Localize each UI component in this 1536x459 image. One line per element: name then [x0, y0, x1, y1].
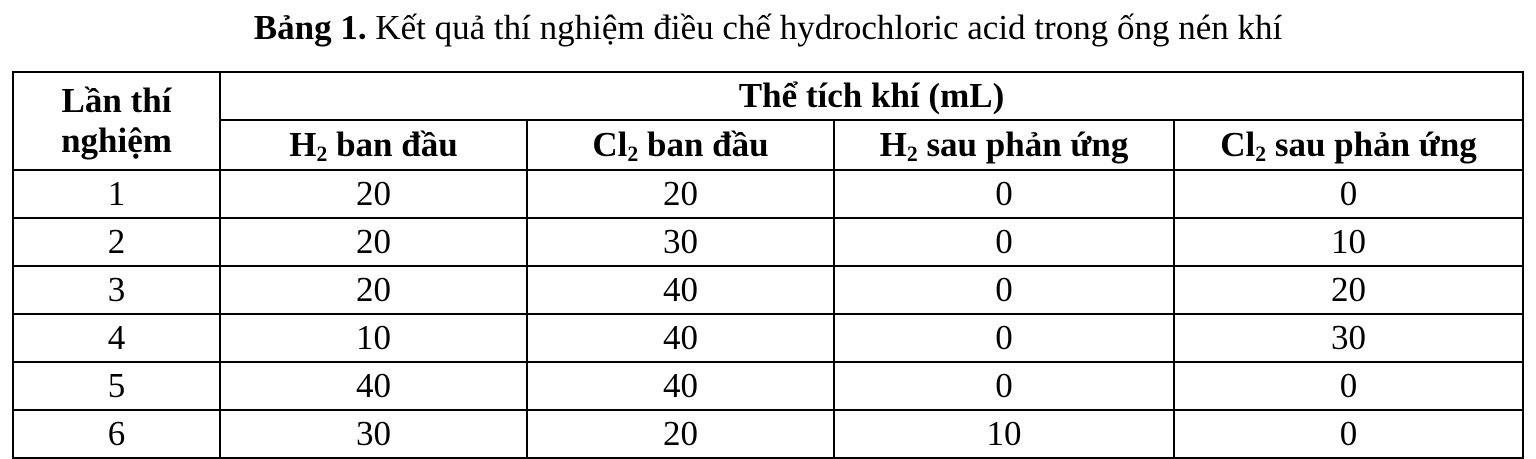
trial-cell: 3 — [13, 266, 220, 314]
cl2-initial-cell: 40 — [527, 362, 834, 410]
cl2-initial-cell: 20 — [527, 170, 834, 218]
table-caption — [0, 6, 1536, 50]
cl2-after-cell: 20 — [1174, 266, 1523, 314]
table-row — [13, 218, 1523, 266]
table-row — [13, 266, 1523, 314]
table-row — [13, 314, 1523, 362]
gas-volume-group-header: Thể tích khí (mL) — [220, 72, 1523, 120]
trial-column-header — [13, 72, 220, 170]
h2-initial-cell: 10 — [220, 314, 527, 362]
h2-after-cell: 10 — [834, 410, 1174, 458]
cl2-initial-cell: 30 — [527, 218, 834, 266]
header-row-columns — [13, 120, 1523, 170]
caption-text: Kết quả thí nghiệm điều chế hydrochloric acid trong ống nén khí — [366, 8, 1283, 47]
table-row — [13, 362, 1523, 410]
column-header-cl2-initial: $Cl_2$ ban đầu — [527, 120, 834, 170]
column-header-cl2-after: $Cl_2$ sau phản ứng — [1174, 120, 1523, 170]
results-table — [12, 71, 1524, 459]
cl2-after-cell: 0 — [1174, 410, 1523, 458]
h2-after-cell: 0 — [834, 266, 1174, 314]
caption-lead: Bảng 1. — [253, 8, 367, 47]
trial-cell: 2 — [13, 218, 220, 266]
h2-after-cell: 0 — [834, 314, 1174, 362]
column-header-h2-after: $H_2$ sau phản ứng — [834, 120, 1174, 170]
h2-initial-cell: 20 — [220, 170, 527, 218]
table-row — [13, 410, 1523, 458]
header-row-group — [13, 72, 1523, 120]
table-row — [13, 170, 1523, 218]
trial-header-line-1: Lần thí — [61, 81, 172, 120]
cl2-after-cell: 10 — [1174, 218, 1523, 266]
trial-header-line-2: nghiệm — [61, 121, 172, 160]
h2-initial-cell: 40 — [220, 362, 527, 410]
trial-cell: 1 — [13, 170, 220, 218]
h2-after-cell: 0 — [834, 170, 1174, 218]
trial-cell: 4 — [13, 314, 220, 362]
cl2-after-cell: 30 — [1174, 314, 1523, 362]
h2-after-cell: 0 — [834, 218, 1174, 266]
cl2-initial-cell: 40 — [527, 266, 834, 314]
h2-after-cell: 0 — [834, 362, 1174, 410]
cl2-initial-cell: 40 — [527, 314, 834, 362]
trial-cell: 6 — [13, 410, 220, 458]
cl2-initial-cell: 20 — [527, 410, 834, 458]
trial-cell: 5 — [13, 362, 220, 410]
h2-initial-cell: 20 — [220, 218, 527, 266]
h2-initial-cell: 20 — [220, 266, 527, 314]
cl2-after-cell: 0 — [1174, 362, 1523, 410]
column-header-h2-initial: $H_2$ ban đầu — [220, 120, 527, 170]
h2-initial-cell: 30 — [220, 410, 527, 458]
cl2-after-cell: 0 — [1174, 170, 1523, 218]
